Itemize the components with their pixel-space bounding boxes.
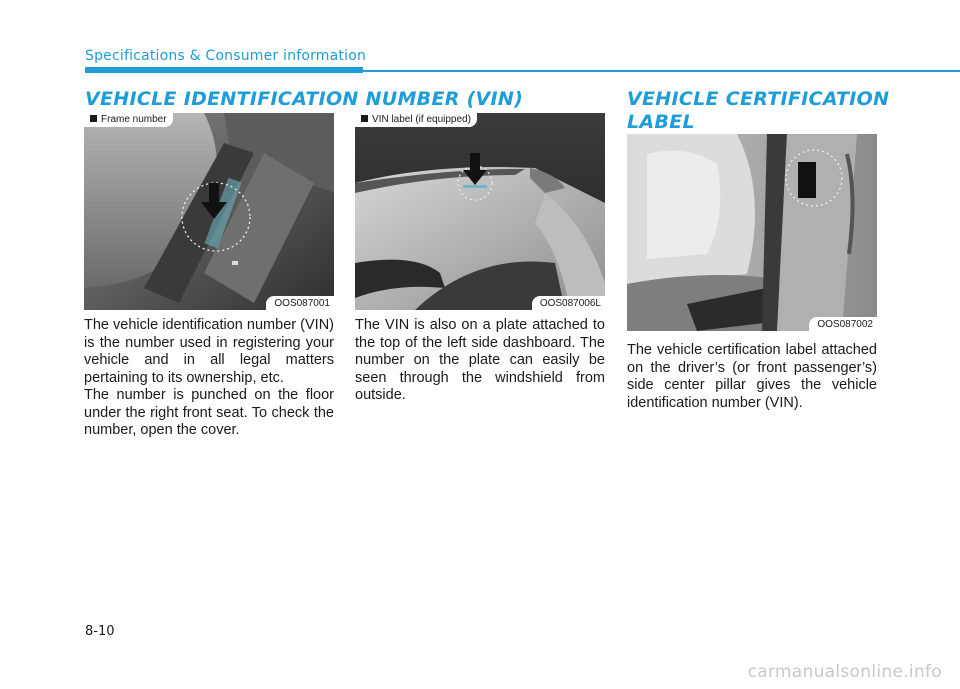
frame-number-photo: [84, 113, 334, 310]
vin-heading: VEHICLE IDENTIFICATION NUMBER (VIN): [85, 88, 524, 110]
vin-label-tag: [355, 113, 477, 127]
cert-label-photo: [627, 134, 877, 331]
vin-label-photo: [355, 113, 605, 310]
cert-label-code: OOS087002: [809, 317, 877, 331]
cert-heading-line1: VEHICLE CERTIFICATION: [627, 88, 890, 110]
cert-heading-line2: LABEL: [627, 111, 695, 133]
cert-heading: [627, 88, 889, 134]
vin-label-code: OOS087006L: [532, 296, 605, 310]
vin-para-1: The vehicle identification number (VIN) is the number used in registering your vehicle and in all legal matters pertaining to its ownership, etc.: [84, 317, 334, 386]
section-header: Specifications & Consumer information: [85, 48, 367, 64]
vin-label-tag-label: VIN label (if equipped): [372, 114, 471, 125]
frame-number-tag-label: Frame number: [101, 114, 167, 125]
page-number: 8-10: [85, 624, 115, 639]
frame-number-code: OOS087001: [266, 296, 334, 310]
watermark: carmanualsonline.info: [747, 662, 942, 682]
cert-para-1: The vehicle certification label attached on the driver’s (or front passenger’s) side center pillar gives the vehicle identification number (VIN).: [627, 342, 877, 411]
header-rule: [363, 70, 960, 72]
frame-number-tag: [84, 113, 173, 127]
vin-para-3: The VIN is also on a plate attached to the top of the left side dashboard. The number on the plate can easily be seen through the windshield from outside.: [355, 317, 605, 403]
square-bullet-icon: [90, 115, 97, 122]
vin-para-2: The number is punched on the floor under the right front seat. To check the number, open the cover.: [84, 387, 334, 438]
square-bullet-icon: [361, 115, 368, 122]
header-tab-bar: [85, 67, 363, 73]
